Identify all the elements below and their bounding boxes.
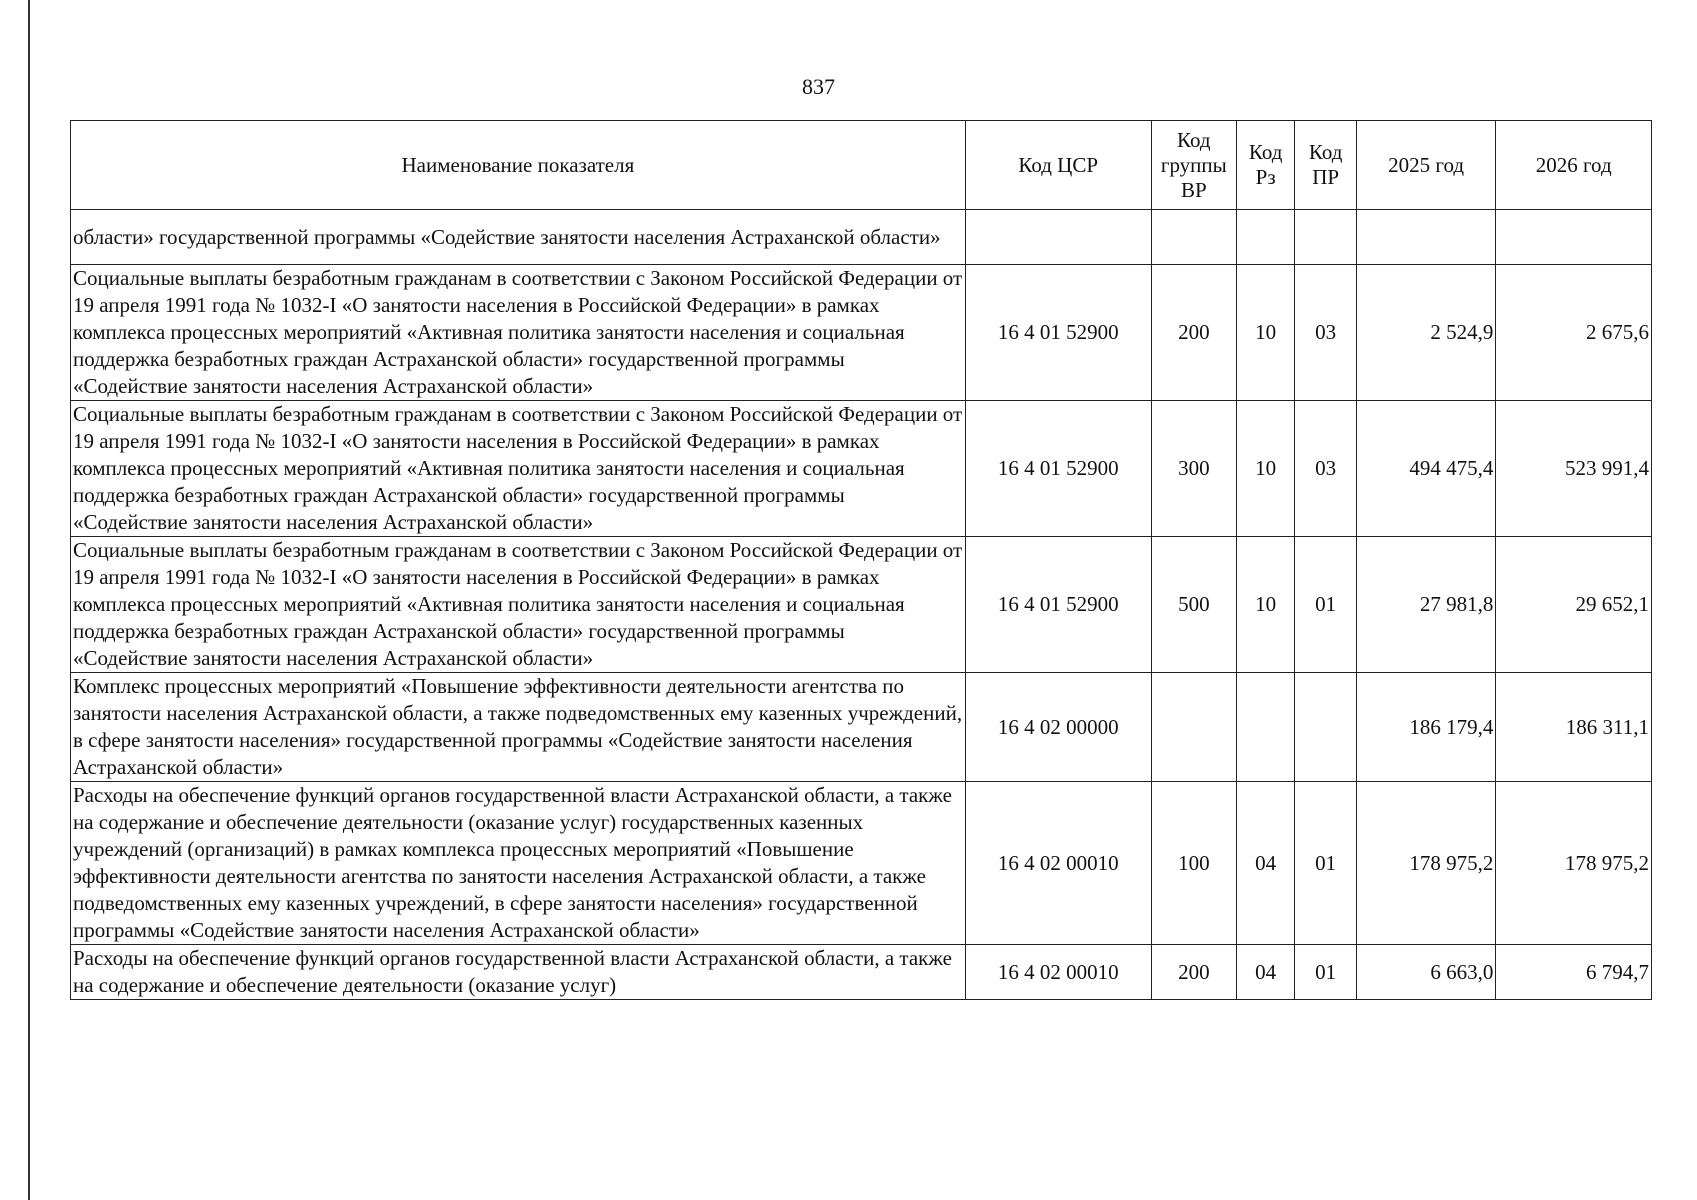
header-rz: Код Рз (1237, 121, 1295, 210)
page-number: 837 (802, 74, 835, 99)
cell-rz: 10 (1237, 401, 1295, 537)
cell-rz: 10 (1237, 265, 1295, 401)
header-2025: 2025 год (1356, 121, 1495, 210)
cell-csr: 16 4 01 52900 (965, 401, 1151, 537)
cell-2025: 178 975,2 (1356, 782, 1495, 945)
header-name: Наименование показателя (71, 121, 966, 210)
cell-pr (1295, 673, 1357, 782)
cell-2026: 2 675,6 (1496, 265, 1652, 401)
table-row (71, 265, 1652, 401)
header-pr: Код ПР (1295, 121, 1357, 210)
cell-csr: 16 4 01 52900 (965, 537, 1151, 673)
cell-2025: 27 981,8 (1356, 537, 1495, 673)
cell-pr (1295, 210, 1357, 265)
cell-2026: 29 652,1 (1496, 537, 1652, 673)
cell-pr: 01 (1295, 945, 1357, 1000)
cell-2026: 186 311,1 (1496, 673, 1652, 782)
cell-2025: 2 524,9 (1356, 265, 1495, 401)
cell-2025: 494 475,4 (1356, 401, 1495, 537)
cell-vr: 300 (1151, 401, 1236, 537)
cell-pr: 01 (1295, 782, 1357, 945)
cell-csr: 16 4 02 00010 (965, 945, 1151, 1000)
cell-pr: 03 (1295, 265, 1357, 401)
table-header (71, 121, 1652, 210)
cell-name: Социальные выплаты безработным гражданам в соответствии с Законом Российской Федерации от 19 апреля 1991 года № 1032-I «О занятости населения в Российской Федерации» в рамках комплекса процессных мероприятий «Активная политика занятости населения и социальная поддержка безработных граждан Астраханской области» государственной программы «Содействие занятости населения Астраханской области» (71, 265, 966, 401)
table-row (71, 945, 1652, 1000)
cell-vr: 200 (1151, 945, 1236, 1000)
cell-vr: 500 (1151, 537, 1236, 673)
binding-edge-line (28, 0, 30, 1200)
table-row (71, 782, 1652, 945)
cell-rz (1237, 210, 1295, 265)
cell-csr: 16 4 01 52900 (965, 265, 1151, 401)
cell-name: Социальные выплаты безработным гражданам в соответствии с Законом Российской Федерации от 19 апреля 1991 года № 1032-I «О занятости населения в Российской Федерации» в рамках комплекса процессных мероприятий «Активная политика занятости населения и социальная поддержка безработных граждан Астраханской области» государственной программы «Содействие занятости населения Астраханской области» (71, 401, 966, 537)
table-body (71, 210, 1652, 1000)
cell-2025: 6 663,0 (1356, 945, 1495, 1000)
cell-csr (965, 210, 1151, 265)
cell-vr: 100 (1151, 782, 1236, 945)
header-vr: Код группы ВР (1151, 121, 1236, 210)
cell-rz (1237, 673, 1295, 782)
cell-2026: 6 794,7 (1496, 945, 1652, 1000)
cell-pr: 03 (1295, 401, 1357, 537)
cell-name: Расходы на обеспечение функций органов государственной власти Астраханской области, а также на содержание и обеспечение деятельности (оказание услуг) государственных казенных учреждений (организаций) в рамках комплекса процессных мероприятий «Повышение эффективности деятельности агентства по занятости населения Астраханской области, а также подведомственных ему казенных учреждений, в сфере занятости населения» государственной программы «Содействие занятости населения Астраханской области» (71, 782, 966, 945)
cell-pr: 01 (1295, 537, 1357, 673)
cell-2026 (1496, 210, 1652, 265)
cell-2025: 186 179,4 (1356, 673, 1495, 782)
header-row (71, 121, 1652, 210)
cell-vr (1151, 673, 1236, 782)
cell-name: Комплекс процессных мероприятий «Повышение эффективности деятельности агентства по занятости населения Астраханской области, а также подведомственных ему казенных учреждений, в сфере занятости населения» государственной программы «Содействие занятости населения Астраханской области» (71, 673, 966, 782)
cell-2025 (1356, 210, 1495, 265)
cell-2026: 178 975,2 (1496, 782, 1652, 945)
cell-name: Расходы на обеспечение функций органов государственной власти Астраханской области, а также на содержание и обеспечение деятельности (оказание услуг) (71, 945, 966, 1000)
header-2026: 2026 год (1496, 121, 1652, 210)
table-row (71, 673, 1652, 782)
cell-vr (1151, 210, 1236, 265)
table-row (71, 537, 1652, 673)
cell-vr: 200 (1151, 265, 1236, 401)
cell-name: Социальные выплаты безработным гражданам в соответствии с Законом Российской Федерации от 19 апреля 1991 года № 1032-I «О занятости населения в Российской Федерации» в рамках комплекса процессных мероприятий «Активная политика занятости населения и социальная поддержка безработных граждан Астраханской области» государственной программы «Содействие занятости населения Астраханской области» (71, 537, 966, 673)
cell-name: области» государственной программы «Содействие занятости населения Астраханской области» (71, 210, 966, 265)
cell-rz: 04 (1237, 782, 1295, 945)
cell-csr: 16 4 02 00010 (965, 782, 1151, 945)
cell-rz: 10 (1237, 537, 1295, 673)
table-row (71, 401, 1652, 537)
header-csr: Код ЦСР (965, 121, 1151, 210)
cell-2026: 523 991,4 (1496, 401, 1652, 537)
budget-table (70, 120, 1652, 1000)
table-row (71, 210, 1652, 265)
cell-csr: 16 4 02 00000 (965, 673, 1151, 782)
cell-rz: 04 (1237, 945, 1295, 1000)
